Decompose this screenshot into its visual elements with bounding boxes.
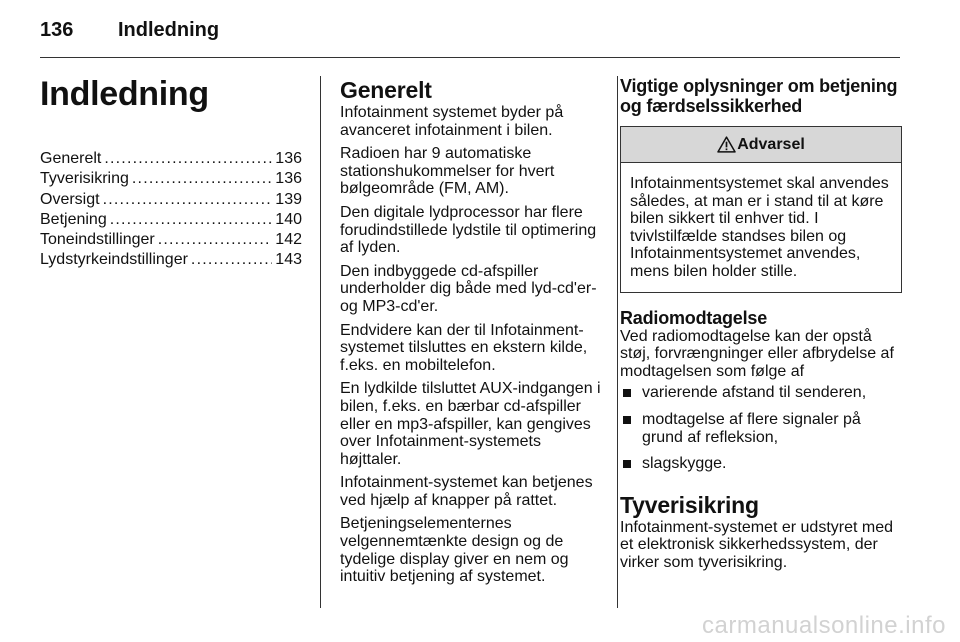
warning-box xyxy=(620,126,902,293)
toc-column xyxy=(40,76,302,271)
toc-leader-dots xyxy=(104,149,272,169)
running-head: Indledning xyxy=(118,19,220,41)
toc-entry-page: 139 xyxy=(275,190,302,208)
chapter-title: Indledning xyxy=(40,75,209,113)
toc-leader-dots xyxy=(158,230,273,250)
paragraph: Den indbyggede cd-afspiller underholder dig både med lyd-cd'er- og MP3-cd'er. xyxy=(340,262,597,315)
paragraph: En lydkilde tilsluttet AUX-indgangen i bilen, f.eks. en bærbar cd-afspiller eller en mp3-afspiller, kan gengives over Infotainment-systemets højttaler. xyxy=(340,380,601,468)
section-heading-vigtige-oplysninger: Vigtige oplysninger om betjening og færdselssikkerhed xyxy=(620,76,898,116)
toc-entry-oversigt[interactable] xyxy=(40,190,302,210)
table-of-contents xyxy=(40,149,302,271)
toc-entry-generelt[interactable] xyxy=(40,149,302,169)
paragraph: Infotainment systemet byder på avanceret infotainment i bilen. xyxy=(340,104,564,139)
warning-text: Infotainmentsystemet skal anvendes således, at man er i stand til at køre bilen sikkert til enhver tid. I tvivlstilfælde standses bilen og Infotainmentsystemet anvendes, mens bilen holder stille. xyxy=(630,175,889,280)
bullet-square-icon xyxy=(623,460,631,468)
paragraph: Ved radiomodtagelse kan der opstå støj, forvrængninger eller afbrydelse af modtagelsen som følge af xyxy=(620,327,894,380)
column-divider xyxy=(320,76,321,608)
header-divider xyxy=(40,57,900,58)
paragraph: Infotainment-systemet er udstyret med et elektronisk sikkerhedssystem, der virker som tyverisikring. xyxy=(620,518,893,571)
toc-entry-lydstyrkeindstillinger[interactable] xyxy=(40,250,302,270)
toc-entry-page: 142 xyxy=(275,231,302,249)
toc-entry-betjening[interactable] xyxy=(40,210,302,230)
bullet-list xyxy=(620,384,902,472)
toc-leader-dots xyxy=(103,190,273,210)
toc-entry-page: 143 xyxy=(275,251,302,269)
paragraph: Radioen har 9 automatiske stationshukommelser for hvert bølgeområde (FM, AM). xyxy=(340,145,555,198)
list-item xyxy=(620,455,902,473)
toc-entry-tyverisikring[interactable] xyxy=(40,169,302,189)
list-item xyxy=(620,411,902,446)
paragraph: Endvidere kan der til Infotainment-systemet tilsluttes en ekstern kilde, f.eks. en mobiltelefon. xyxy=(340,321,588,374)
bullet-square-icon xyxy=(623,416,631,424)
toc-leader-dots xyxy=(132,169,272,189)
toc-entry-label: Lydstyrkeindstillinger xyxy=(40,251,188,269)
toc-entry-label: Oversigt xyxy=(40,190,100,208)
section-heading-radiomodtagelse: Radiomodtagelse xyxy=(620,307,768,328)
list-item xyxy=(620,384,902,402)
warning-header xyxy=(621,127,901,163)
warning-triangle-icon xyxy=(717,136,736,153)
watermark: carmanualsonline.info xyxy=(702,612,946,639)
bullet-square-icon xyxy=(623,389,631,397)
toc-entry-page: 136 xyxy=(275,150,302,167)
warning-title: Advarsel xyxy=(737,135,805,153)
section-heading-tyverisikring: Tyverisikring xyxy=(620,491,759,518)
info-column xyxy=(620,76,902,578)
page-number: 136 xyxy=(40,19,74,41)
toc-leader-dots xyxy=(110,210,273,230)
generelt-column xyxy=(340,76,602,592)
paragraph: Den digitale lydprocessor har flere forudindstillede lydstile til optimering af lyden. xyxy=(340,203,597,257)
toc-entry-label: Betjening xyxy=(40,210,107,228)
list-item-text: modtagelse af flere signaler på grund af refleksion, xyxy=(642,410,861,446)
column-divider xyxy=(617,76,618,608)
toc-leader-dots xyxy=(191,250,272,270)
toc-entry-page: 136 xyxy=(275,170,302,188)
list-item-text: varierende afstand til senderen, xyxy=(642,384,867,402)
toc-entry-page: 140 xyxy=(275,210,302,228)
toc-entry-toneindstillinger[interactable] xyxy=(40,230,302,250)
section-heading-generelt: Generelt xyxy=(340,77,432,103)
paragraph: Betjeningselementernes velgennemtænkte design og de tydelige display giver en nem og intuitiv betjening af systemet. xyxy=(340,515,569,586)
toc-entry-label: Tyverisikring xyxy=(40,170,129,188)
list-item-text: slagskygge. xyxy=(642,455,727,473)
toc-entry-label: Toneindstillinger xyxy=(40,231,155,249)
toc-entry-label: Generelt xyxy=(40,150,102,167)
paragraph: Infotainment-systemet kan betjenes ved hjælp af knapper på rattet. xyxy=(340,474,593,509)
